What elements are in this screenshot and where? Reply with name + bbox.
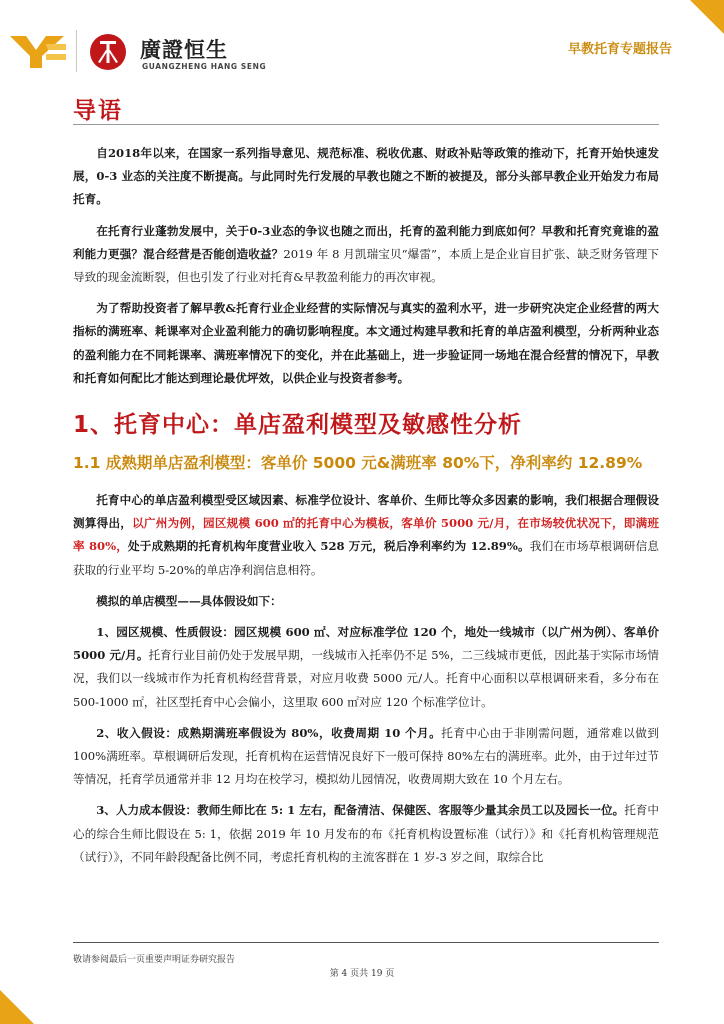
assumption-1-bold: 1、园区规模、性质假设：园区规模 600 ㎡、对应标准学位 120 个，地处一线城市（以广州为例）、客单价 5000 元/月。 (73, 625, 659, 663)
brand-name-cn: 廣證恒生 (140, 38, 228, 62)
body-paragraph-1-a: 托育中心的单店盈利模型受区域因素、标准学位设计、客单价、生师比等众多因素的影响，我们根据合理假设测算得出， (73, 493, 659, 531)
logo-divider (76, 30, 77, 72)
lead-paragraph-2 (73, 220, 659, 290)
assumption-2-rest: 托育中心由于非刚需问题，通常难以做到 100%满班率。草根调研后发现，托育机构在运营情况良好下一般可保持 80%左右的满班率。此外，由于过年过节等情况，托育学员通常并非 12 月均在校学习，模拟幼儿园情况，收费周期大致在 10 个月左右。 (73, 725, 659, 787)
assumption-3 (73, 799, 659, 869)
assumption-3-rest: 托育中心的综合生师比假设在 5: 1，依据 2019 年 10 月发布的布《托育机构设置标准（试行）》和《托育机构管理规范（试行）》，不同年龄段配备比例不同，考虑托育机构的主流客群在 1 岁-3 岁之间，取综合比 (73, 803, 659, 864)
lead-divider (73, 124, 659, 125)
subsection-title: 1.1 成熟期单店盈利模型：客单价 5000 元&满班率 80%下，净利率约 12.89% (73, 454, 643, 473)
report-body (73, 142, 659, 869)
assumption-3-bold: 3、人力成本假设：教师生师比在 5: 1 左右，配备清洁、保健医、客服等少量其余员工以及园长一位。 (96, 803, 625, 818)
page-number: 第 4 页共 19 页 (329, 969, 395, 979)
body-paragraph-1 (73, 489, 659, 582)
page-header (0, 0, 724, 90)
report-type-label: 早教托育专题报告 (567, 42, 672, 57)
brand-name-en: GUANGZHENG HANG SENG (142, 62, 267, 71)
assumption-intro: 模拟的单店模型——具体假设如下： (96, 593, 282, 608)
assumption-1 (73, 621, 659, 714)
body-paragraph-1-c: 我们在市场草根调研信息获取的行业平均 5-20%的单店净利润信息相符。 (73, 539, 659, 577)
lead-paragraph-2-rest: 2019 年 8 月凯瑞宝贝“爆雷”，本质上是企业盲目扩张、缺乏财务管理下导致的现金流断裂，但也引发了行业对托育&早教盈利能力的再次审视。 (73, 246, 659, 285)
lead-paragraph-2-bold: 在托育行业蓬勃发展中，关于0-3业态的争议也随之而出，托育的盈利能力到底如何？早教和托育究竟谁的盈利能力更强？混合经营是否能创造收益？ (73, 223, 659, 261)
seal-logo-icon (86, 32, 130, 72)
ye-logo-icon (8, 30, 68, 70)
lead-paragraph-3: 为了帮助投资者了解早教&托育行业企业经营的实际情况与真实的盈利水平，进一步研究决定企业经营的两大指标的满班率、耗课率对企业盈利能力的确切影响程度。本文通过构建早教和托育的单店盈利模型，分析两种业态的盈利能力在不同耗课率、满班率情况下的变化，并在此基础上，进一步验证同一场地在混合经营的情况下，早教和托育如何配比才能达到理论最优坪效，以供企业与投资者参考。 (73, 301, 659, 385)
assumption-1-rest: 托育行业目前仍处于发展早期，一线城市入托率仍不足 5%，二三线城市更低，因此基于实际市场情况，我们以一线城市作为托育机构经营背景，对应月收费 5000 元/人。托育中心面积以草根调研来看，多分布在 500-1000 ㎡，社区型托育中心会偏小，这里取 600 ㎡对应 120 个标准学位计。 (73, 648, 659, 709)
assumption-2 (73, 722, 659, 792)
assumption-2-bold: 2、收入假设：成熟期满班率假设为 80%，收费周期 10 个月。 (96, 725, 442, 740)
body-paragraph-1-b: 处于成熟期的托育机构年度营业收入 528 万元，税后净利率约为 12.89%。 (128, 539, 530, 554)
footer-corner-decoration (0, 990, 34, 1024)
footer-disclaimer: 敬请参阅最后一页重要声明证券研究报告 (73, 955, 236, 965)
lead-paragraph-1: 自2018年以来，在国家一系列指导意见、规范标准、税收优惠、财政补贴等政策的推动下，托育开始快速发展，0-3 业态的关注度不断提高。与此同时先行发展的早教也随之不断的被提及，部分头部早教企业开始发力布局托育。 (73, 146, 659, 207)
footer-divider (73, 942, 659, 943)
lead-title: 导语 (73, 98, 123, 124)
section-title: 1、托育中心：单店盈利模型及敏感性分析 (73, 412, 523, 439)
body-paragraph-1-highlight: 以广州为例，园区规模 600 ㎡的托育中心为模板，客单价 5000 元/月，在市场较优状况下，即满班率 80%， (73, 516, 659, 554)
corner-decoration (690, 0, 724, 34)
